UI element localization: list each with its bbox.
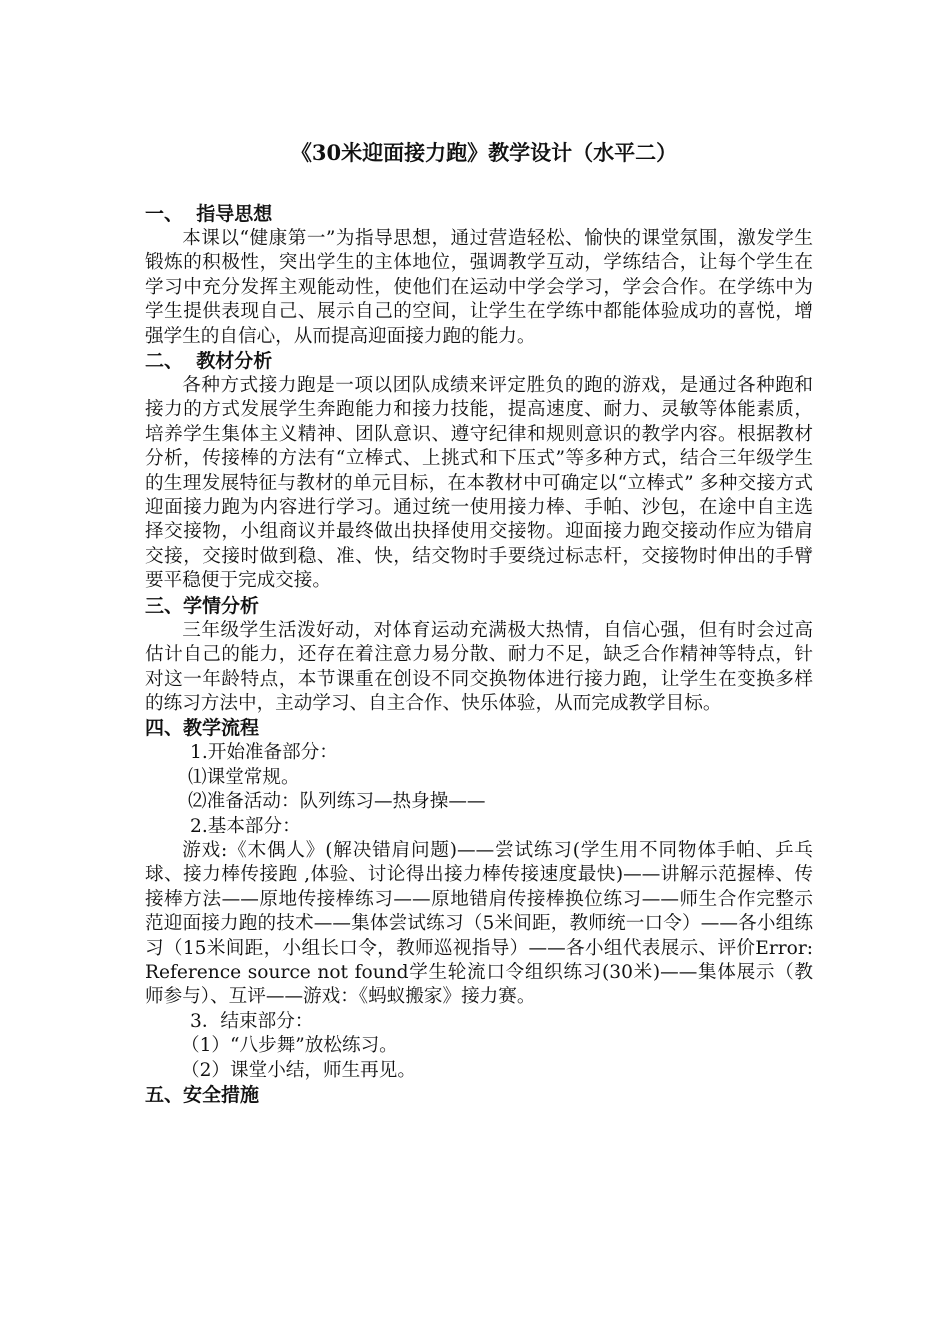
process-part1: 1.开始准备部分：	[190, 742, 338, 764]
section-heading-student-analysis: 三、学情分析	[145, 594, 260, 617]
process-part1-item-a: ⑴课堂常规。	[188, 766, 300, 788]
process-part3-item-a: （1）“八步舞”放松练习。	[181, 1035, 398, 1057]
paragraph-material-analysis: 各种方式接力跑是一项以团队成绩来评定胜负的跑的游戏，是通过各种跑和接力的方式发展学生奔跑能力和接力技能，提高速度、耐力、灵敏等体能素质，培养学生集体主义精神、团队意识、遵守纪律和规则意识的教学内容。根据教材分析，传接棒的方法有“立棒式、上挑式和下压式”等多种方式，结合三年级学生的生理发展特征与教材的单元目标，在本教材中可确定以“立棒式” 多种交接方式迎面接力跑为内容进行学习。通过统一使用接力棒、手帕、沙包，在途中自主选择交接物，小组商议并最终做出抉择使用交接物。迎面接力跑交接动作应为错肩交接，交接时做到稳、准、快，结交物时手要绕过标志杆，交接物时伸出的手臂要平稳便于完成交接。	[145, 375, 813, 592]
section-heading-safety-measures: 五、安全措施	[145, 1084, 260, 1106]
section-heading-material-analysis: 二、 教材分析	[145, 350, 273, 373]
section-heading-guiding-ideology: 一、 指导思想	[145, 203, 273, 225]
process-part3-item-b: （2）课堂小结，师生再见。	[181, 1059, 416, 1081]
section-heading-teaching-process: 四、教学流程	[145, 717, 260, 740]
process-part2-text: 游戏:《木偶人》(解决错肩问题)——尝试练习(学生用不同物体手帕、乒乓球、接力棒传接跑 ,体验、讨论得出接力棒传接速度最快)——讲解示范握棒、传接棒方法——原地传接棒练习——原地错肩传接棒换位练习——师生合作完整示范迎面接力跑的技术——集体尝试练习（5米间距，教师统一口令）——各小组练习（15米间距，小组长口令，教师巡视指导）——各小组代表展示、评价Error: Reference source not found学生轮流口令组织练习(30米)——集体展示（教师参与）、互评——游戏：《蚂蚁搬家》接力赛。	[145, 839, 813, 1008]
process-part1-item-b: ⑵准备活动：队列练习—热身操——	[188, 791, 486, 813]
process-part3: 3．结束部分：	[190, 1010, 314, 1032]
paragraph-student-analysis: 三年级学生活泼好动，对体育运动充满极大热情，自信心强，但有时会过高估计自己的能力，还存在着注意力易分散、耐力不足，缺乏合作精神等特点，针对这一年龄特点，本节课重在创设不同交换物体进行接力跑，让学生在变换多样的练习方法中，主动学习、自主合作、快乐体验，从而完成教学目标。	[145, 619, 813, 714]
document-page	[145, 138, 813, 1108]
paragraph-guiding-ideology: 本课以“健康第一”为指导思想，通过营造轻松、愉快的课堂氛围，激发学生锻炼的积极性，突出学生的主体地位，强调教学互动，学练结合，让每个学生在学习中充分发挥主观能动性，使他们在运动中学会学习，学会合作。在学练中为学生提供表现自己、展示自己的空间，让学生在学练中都能体验成功的喜悦，增强学生的自信心，从而提高迎面接力跑的能力。	[145, 228, 813, 347]
document-title: 《30米迎面接力跑》教学设计（水平二）	[290, 140, 678, 165]
process-part2: 2.基本部分：	[190, 815, 301, 837]
